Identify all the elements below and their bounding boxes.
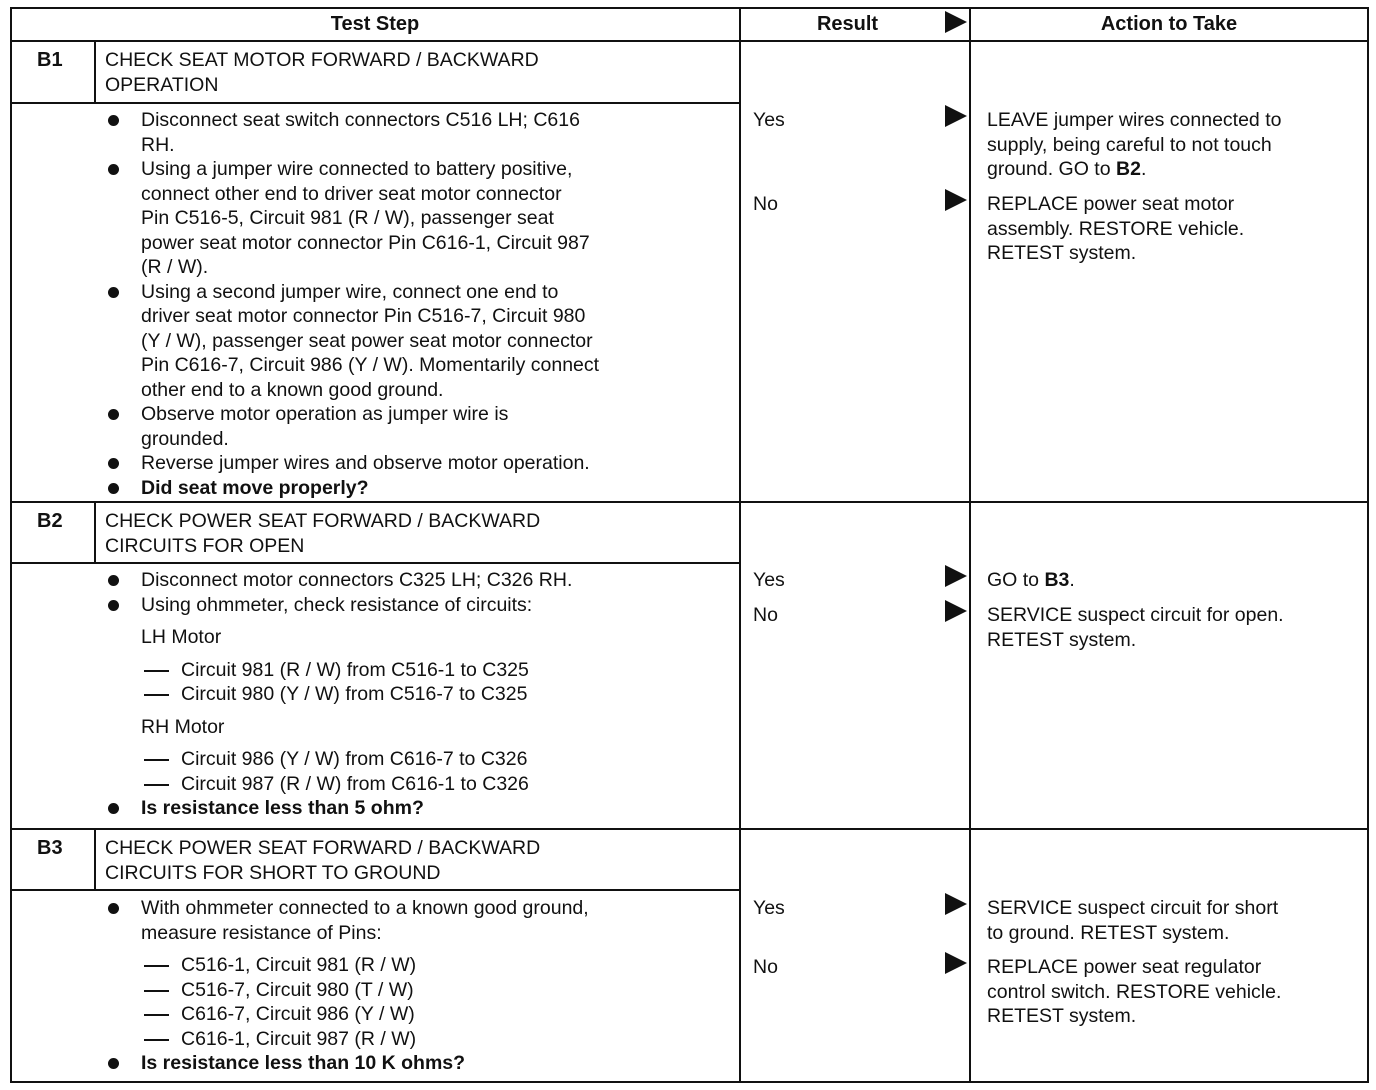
arrow-icon xyxy=(945,565,967,587)
step-title: CHECK POWER SEAT FORWARD / BACKWARD CIRCUITS FOR SHORT TO GROUND xyxy=(105,837,541,884)
header-action: Action to Take xyxy=(1100,12,1238,35)
step-code-divider xyxy=(94,501,96,563)
table-border-right xyxy=(1367,7,1369,1083)
result-yes: Yes xyxy=(753,109,785,131)
goto-step: B2 xyxy=(1116,158,1141,180)
step-title-divider xyxy=(10,102,740,104)
arrow-icon xyxy=(945,11,967,33)
step-instructions xyxy=(100,108,740,500)
step-code: B3 xyxy=(37,837,63,859)
arrow-icon xyxy=(945,105,967,127)
arrow-icon xyxy=(945,952,967,974)
result-no: No xyxy=(753,956,778,978)
step-title: CHECK POWER SEAT FORWARD / BACKWARD CIRCUITS FOR OPEN xyxy=(105,510,541,557)
step-code: B1 xyxy=(37,49,63,71)
action-no: SERVICE suspect circuit for open. RETEST system. xyxy=(987,604,1284,651)
list-item: Disconnect motor connectors C325 LH; C326 RH. xyxy=(100,568,740,593)
list-item: Reverse jumper wires and observe motor operation. xyxy=(100,451,740,476)
result-no: No xyxy=(753,604,778,626)
pin-item: C616-7, Circuit 986 (Y / W) xyxy=(100,1002,740,1027)
row-divider xyxy=(10,501,1369,503)
pin-item: C616-1, Circuit 987 (R / W) xyxy=(100,1027,740,1052)
header-test-step: Test Step xyxy=(330,12,420,35)
motor-label: LH Motor xyxy=(141,626,222,648)
step-code: B2 xyxy=(37,510,63,532)
table-border-bottom xyxy=(10,1081,1369,1083)
step-instructions xyxy=(100,568,740,821)
arrow-icon xyxy=(945,600,967,622)
list-item: Observe motor operation as jumper wire is grounded. xyxy=(100,402,740,451)
action-no: REPLACE power seat regulator control switch. RESTORE vehicle. RETEST system. xyxy=(987,956,1282,1027)
goto-step: B3 xyxy=(1044,569,1070,591)
action-yes: GO to B3. xyxy=(987,569,1075,591)
list-item: Using a second jumper wire, connect one end to driver seat motor connector Pin C516-7, Circuit 980 (Y / W), passenger seat power seat motor connector Pin C616-7, Circuit 986 (Y / W). Momentarily connect other end to a known good ground. xyxy=(100,280,740,403)
list-item: With ohmmeter connected to a known good ground, measure resistance of Pins: xyxy=(100,896,740,945)
row-divider xyxy=(10,828,1369,830)
action-yes: SERVICE suspect circuit for short to ground. RETEST system. xyxy=(987,897,1279,944)
step-code-divider xyxy=(94,828,96,890)
result-no: No xyxy=(753,193,778,215)
column-divider-action xyxy=(969,7,971,1083)
arrow-icon xyxy=(945,189,967,211)
step-question: Is resistance less than 5 ohm? xyxy=(100,796,740,821)
step-title-divider xyxy=(10,889,740,891)
pin-item: C516-7, Circuit 980 (T / W) xyxy=(100,978,740,1003)
result-yes: Yes xyxy=(753,897,785,919)
circuit-item: Circuit 980 (Y / W) from C516-7 to C325 xyxy=(100,682,740,707)
action-no: REPLACE power seat motor assembly. RESTORE vehicle. RETEST system. xyxy=(987,193,1245,264)
result-yes: Yes xyxy=(753,569,785,591)
circuit-item: Circuit 981 (R / W) from C516-1 to C325 xyxy=(100,658,740,683)
circuit-item: Circuit 987 (R / W) from C616-1 to C326 xyxy=(100,772,740,797)
step-title: CHECK SEAT MOTOR FORWARD / BACKWARD OPERATION xyxy=(105,49,539,96)
step-title-divider xyxy=(10,562,740,564)
pin-item: C516-1, Circuit 981 (R / W) xyxy=(100,953,740,978)
list-item: Using ohmmeter, check resistance of circuits: xyxy=(100,593,740,618)
motor-label: RH Motor xyxy=(141,715,225,738)
diagnostic-table xyxy=(10,7,1369,1083)
arrow-icon xyxy=(945,893,967,915)
list-item: Disconnect seat switch connectors C516 LH; C616 RH. xyxy=(100,108,740,157)
header-result: Result xyxy=(816,12,879,35)
action-yes: LEAVE jumper wires connected to supply, being careful to not touch ground. GO to B2. xyxy=(987,109,1282,180)
step-instructions xyxy=(100,896,740,1076)
list-item: Using a jumper wire connected to battery positive, connect other end to driver seat motor connector Pin C516-5, Circuit 981 (R / W), passenger seat power seat motor connector Pin C616-1, Circuit 987 (R / W). xyxy=(100,157,740,280)
table-border-left xyxy=(10,7,12,1083)
step-code-divider xyxy=(94,41,96,103)
step-question: Did seat move properly? xyxy=(100,476,740,501)
step-question: Is resistance less than 10 K ohms? xyxy=(100,1051,740,1076)
circuit-item: Circuit 986 (Y / W) from C616-7 to C326 xyxy=(100,747,740,772)
